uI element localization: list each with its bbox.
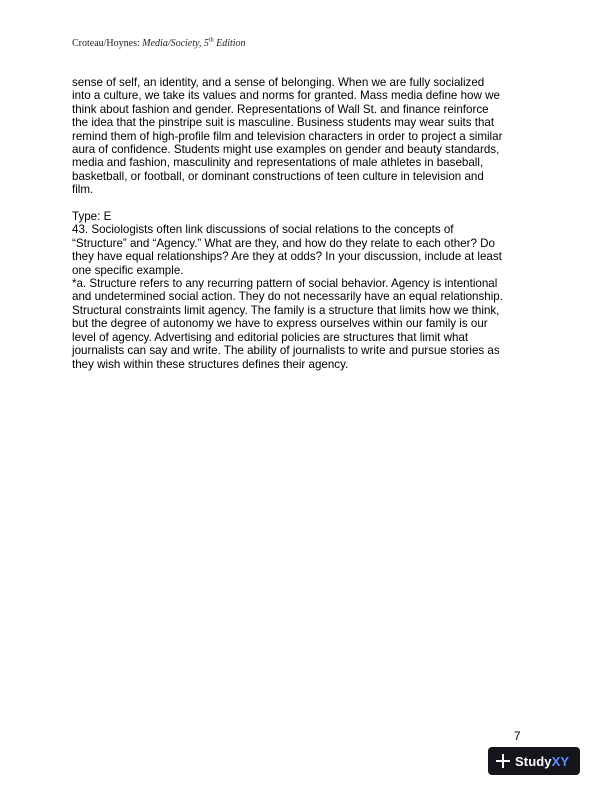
text-line: into a culture, we take its values and norms for granted. Mass media define how we <box>72 89 500 103</box>
text-line: *a. Structure refers to any recurring pattern of social behavior. Agency is intentional <box>72 277 498 291</box>
paragraph-continued <box>72 76 542 197</box>
header-edition-suffix: th <box>208 37 214 44</box>
body-text <box>72 76 542 371</box>
studyxy-badge[interactable] <box>488 747 580 775</box>
text-line: basketball, or football, or dominant constructions of teen culture in television and <box>72 169 484 183</box>
text-line: Structural constraints limit agency. The family is a structure that limits how we think, <box>72 303 500 317</box>
text-line: think about fashion and gender. Representations of Wall St. and finance reinforce <box>72 102 489 116</box>
text-line: aura of confidence. Students might use examples on gender and beauty standards, <box>72 143 500 157</box>
question-type: Type: E <box>72 210 112 224</box>
text-line: media and fashion, masculinity and representations of male athletes in baseball, <box>72 156 484 170</box>
text-line: and undetermined social action. They do not necessarily have an equal relationship. <box>72 290 503 304</box>
answer-43 <box>72 277 542 371</box>
text-line: film. <box>72 183 94 197</box>
text-line: level of agency. Advertising and editorial policies are structures that limit what <box>72 330 469 344</box>
running-header <box>72 38 246 49</box>
header-authors: Croteau/Hoynes: <box>72 38 143 49</box>
text-line: the idea that the pinstripe suit is masculine. Business students may wear suits that <box>72 116 495 130</box>
text-line: 43. Sociologists often link discussions of social relations to the concepts of <box>72 223 454 237</box>
text-line: but the degree of autonomy we have to express ourselves within our family is our <box>72 317 488 331</box>
paragraph-gap <box>72 197 542 210</box>
brand-accent: XY <box>551 753 570 769</box>
text-line: remind them of high-profile film and television characters in order to project a similar <box>72 129 503 143</box>
question-43 <box>72 223 542 277</box>
text-line: they wish within these structures defines their agency. <box>72 357 349 371</box>
brand-name <box>515 754 569 769</box>
text-line: one specific example. <box>72 263 184 277</box>
text-line: sense of self, an identity, and a sense of belonging. When we are fully socialized <box>72 76 485 89</box>
page-number: 7 <box>514 730 521 743</box>
header-edition: Edition <box>213 38 246 49</box>
text-line: “Structure” and “Agency.” What are they, and how do they relate to each other? Do <box>72 236 495 250</box>
header-book-title: Media/Society, 5 <box>142 38 209 49</box>
plus-icon <box>496 754 510 768</box>
brand-main: Study <box>515 753 552 769</box>
text-line: journalists can say and write. The ability of journalists to write and pursue stories as <box>72 344 500 358</box>
text-line: they have equal relationships? Are they at odds? In your discussion, include at least <box>72 250 502 264</box>
